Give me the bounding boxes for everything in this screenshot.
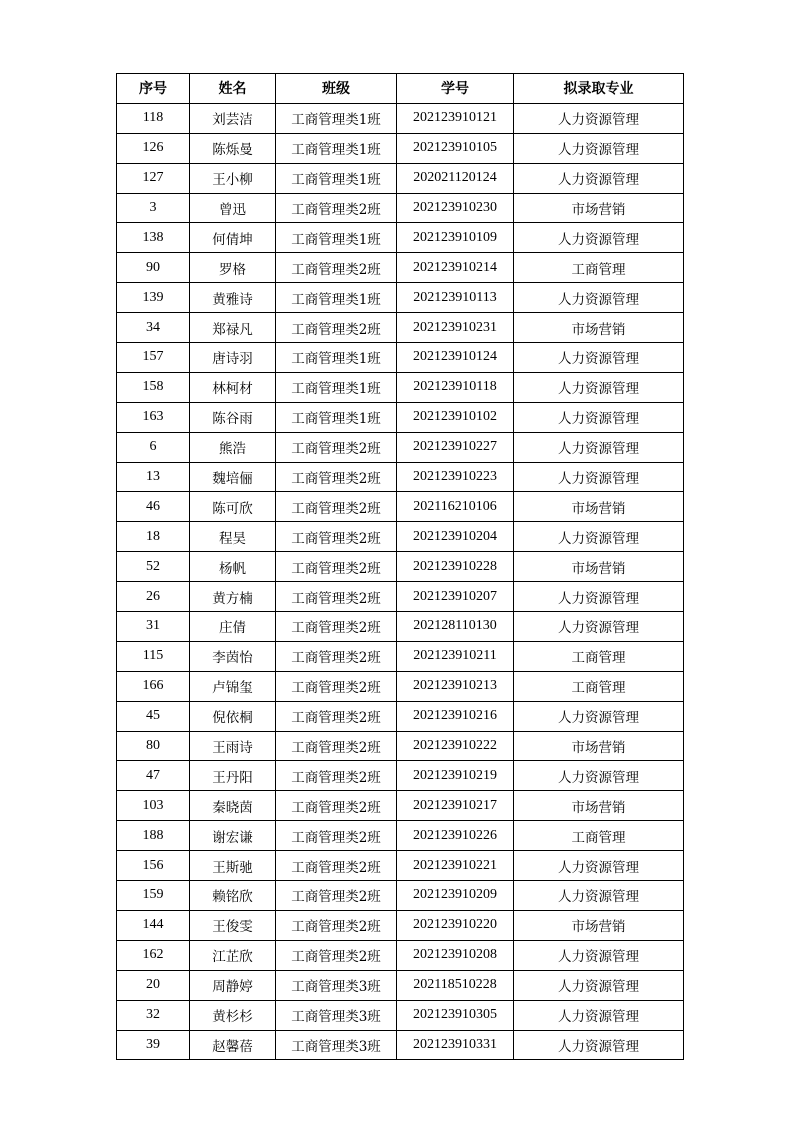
cell-major: 工商管理 — [514, 821, 684, 851]
table-row — [117, 731, 684, 761]
cell-class: 工商管理类2班 — [276, 253, 397, 283]
cell-name: 郑禄凡 — [190, 313, 276, 343]
cell-student-id: 202123910227 — [397, 432, 514, 462]
table-row — [117, 881, 684, 911]
cell-name: 江芷欣 — [190, 940, 276, 970]
table-row — [117, 761, 684, 791]
cell-class: 工商管理类2班 — [276, 492, 397, 522]
cell-seq: 118 — [117, 103, 190, 133]
cell-major: 人力资源管理 — [514, 283, 684, 313]
cell-student-id: 202116210106 — [397, 492, 514, 522]
cell-name: 周静婷 — [190, 970, 276, 1000]
cell-student-id: 202123910331 — [397, 1030, 514, 1060]
cell-major: 人力资源管理 — [514, 701, 684, 731]
cell-name: 李茵怡 — [190, 641, 276, 671]
table-row — [117, 910, 684, 940]
cell-class: 工商管理类2班 — [276, 671, 397, 701]
cell-student-id: 202123910208 — [397, 940, 514, 970]
cell-class: 工商管理类1班 — [276, 372, 397, 402]
cell-class: 工商管理类1班 — [276, 402, 397, 432]
cell-student-id: 202118510228 — [397, 970, 514, 1000]
table-row — [117, 402, 684, 432]
cell-student-id: 202123910217 — [397, 791, 514, 821]
cell-class: 工商管理类2班 — [276, 851, 397, 881]
cell-seq: 138 — [117, 223, 190, 253]
cell-name: 秦晓茵 — [190, 791, 276, 821]
cell-major: 人力资源管理 — [514, 881, 684, 911]
cell-student-id: 202123910230 — [397, 193, 514, 223]
cell-name: 王丹阳 — [190, 761, 276, 791]
cell-major: 人力资源管理 — [514, 103, 684, 133]
cell-name: 林柯材 — [190, 372, 276, 402]
cell-seq: 158 — [117, 372, 190, 402]
cell-major: 市场营销 — [514, 552, 684, 582]
cell-major: 工商管理 — [514, 671, 684, 701]
cell-name: 谢宏谦 — [190, 821, 276, 851]
cell-class: 工商管理类2班 — [276, 552, 397, 582]
cell-student-id: 202123910204 — [397, 522, 514, 552]
table-row — [117, 582, 684, 612]
cell-seq: 80 — [117, 731, 190, 761]
cell-major: 人力资源管理 — [514, 1030, 684, 1060]
cell-name: 杨帆 — [190, 552, 276, 582]
cell-major: 人力资源管理 — [514, 1000, 684, 1030]
table-row — [117, 552, 684, 582]
cell-name: 罗格 — [190, 253, 276, 283]
cell-student-id: 202123910118 — [397, 372, 514, 402]
cell-major: 人力资源管理 — [514, 582, 684, 612]
table-row — [117, 103, 684, 133]
cell-class: 工商管理类1班 — [276, 133, 397, 163]
table-row — [117, 283, 684, 313]
table-row — [117, 432, 684, 462]
cell-major: 工商管理 — [514, 641, 684, 671]
cell-seq: 127 — [117, 163, 190, 193]
cell-student-id: 202123910105 — [397, 133, 514, 163]
cell-seq: 34 — [117, 313, 190, 343]
cell-student-id: 202128110130 — [397, 612, 514, 642]
cell-class: 工商管理类2班 — [276, 582, 397, 612]
cell-seq: 6 — [117, 432, 190, 462]
cell-class: 工商管理类1班 — [276, 343, 397, 373]
cell-seq: 47 — [117, 761, 190, 791]
cell-major: 人力资源管理 — [514, 940, 684, 970]
cell-major: 市场营销 — [514, 193, 684, 223]
table-row — [117, 133, 684, 163]
cell-name: 赵馨蓓 — [190, 1030, 276, 1060]
cell-major: 人力资源管理 — [514, 522, 684, 552]
cell-student-id: 202021120124 — [397, 163, 514, 193]
cell-class: 工商管理类1班 — [276, 283, 397, 313]
table-row — [117, 612, 684, 642]
cell-name: 赖铭欣 — [190, 881, 276, 911]
cell-class: 工商管理类2班 — [276, 791, 397, 821]
table-row — [117, 701, 684, 731]
column-header-name: 姓名 — [190, 74, 276, 104]
cell-student-id: 202123910219 — [397, 761, 514, 791]
cell-name: 黄雅诗 — [190, 283, 276, 313]
table-row — [117, 671, 684, 701]
cell-class: 工商管理类1班 — [276, 103, 397, 133]
cell-major: 市场营销 — [514, 731, 684, 761]
table-row — [117, 821, 684, 851]
cell-name: 黄杉杉 — [190, 1000, 276, 1030]
cell-major: 人力资源管理 — [514, 462, 684, 492]
cell-seq: 103 — [117, 791, 190, 821]
table-row — [117, 1000, 684, 1030]
cell-student-id: 202123910223 — [397, 462, 514, 492]
table-row — [117, 163, 684, 193]
cell-seq: 163 — [117, 402, 190, 432]
cell-name: 王斯驰 — [190, 851, 276, 881]
column-header-major: 拟录取专业 — [514, 74, 684, 104]
cell-seq: 46 — [117, 492, 190, 522]
cell-major: 市场营销 — [514, 313, 684, 343]
cell-student-id: 202123910102 — [397, 402, 514, 432]
column-header-seq: 序号 — [117, 74, 190, 104]
cell-class: 工商管理类3班 — [276, 1030, 397, 1060]
cell-name: 庄倩 — [190, 612, 276, 642]
cell-student-id: 202123910109 — [397, 223, 514, 253]
cell-class: 工商管理类1班 — [276, 163, 397, 193]
cell-seq: 159 — [117, 881, 190, 911]
cell-seq: 166 — [117, 671, 190, 701]
cell-student-id: 202123910305 — [397, 1000, 514, 1030]
table-row — [117, 492, 684, 522]
cell-class: 工商管理类2班 — [276, 731, 397, 761]
cell-seq: 156 — [117, 851, 190, 881]
table-row — [117, 641, 684, 671]
cell-name: 熊浩 — [190, 432, 276, 462]
cell-name: 王小柳 — [190, 163, 276, 193]
cell-seq: 3 — [117, 193, 190, 223]
cell-student-id: 202123910221 — [397, 851, 514, 881]
column-header-student-id: 学号 — [397, 74, 514, 104]
cell-student-id: 202123910214 — [397, 253, 514, 283]
cell-seq: 20 — [117, 970, 190, 1000]
cell-class: 工商管理类2班 — [276, 881, 397, 911]
cell-major: 市场营销 — [514, 791, 684, 821]
cell-major: 人力资源管理 — [514, 163, 684, 193]
cell-major: 市场营销 — [514, 910, 684, 940]
cell-class: 工商管理类2班 — [276, 940, 397, 970]
cell-class: 工商管理类2班 — [276, 432, 397, 462]
cell-student-id: 202123910226 — [397, 821, 514, 851]
cell-name: 唐诗羽 — [190, 343, 276, 373]
table-row — [117, 1030, 684, 1060]
table-header — [117, 74, 684, 104]
cell-name: 陈烁曼 — [190, 133, 276, 163]
table-row — [117, 970, 684, 1000]
cell-class: 工商管理类2班 — [276, 701, 397, 731]
cell-name: 黄方楠 — [190, 582, 276, 612]
cell-class: 工商管理类2班 — [276, 313, 397, 343]
admission-roster-table — [116, 73, 684, 1060]
cell-class: 工商管理类1班 — [276, 223, 397, 253]
cell-seq: 144 — [117, 910, 190, 940]
cell-class: 工商管理类2班 — [276, 462, 397, 492]
cell-major: 人力资源管理 — [514, 970, 684, 1000]
cell-seq: 139 — [117, 283, 190, 313]
cell-class: 工商管理类3班 — [276, 970, 397, 1000]
cell-seq: 45 — [117, 701, 190, 731]
table-row — [117, 223, 684, 253]
cell-class: 工商管理类2班 — [276, 761, 397, 791]
cell-class: 工商管理类2班 — [276, 522, 397, 552]
cell-major: 人力资源管理 — [514, 851, 684, 881]
cell-seq: 31 — [117, 612, 190, 642]
table-row — [117, 313, 684, 343]
cell-student-id: 202123910222 — [397, 731, 514, 761]
cell-seq: 26 — [117, 582, 190, 612]
cell-name: 刘芸洁 — [190, 103, 276, 133]
table-row — [117, 193, 684, 223]
cell-student-id: 202123910213 — [397, 671, 514, 701]
cell-seq: 32 — [117, 1000, 190, 1030]
cell-name: 卢锦玺 — [190, 671, 276, 701]
cell-seq: 90 — [117, 253, 190, 283]
cell-major: 人力资源管理 — [514, 612, 684, 642]
table-body — [117, 103, 684, 1060]
cell-seq: 115 — [117, 641, 190, 671]
table-row — [117, 372, 684, 402]
cell-student-id: 202123910209 — [397, 881, 514, 911]
cell-name: 倪依桐 — [190, 701, 276, 731]
cell-seq: 162 — [117, 940, 190, 970]
cell-seq: 188 — [117, 821, 190, 851]
table-row — [117, 851, 684, 881]
cell-class: 工商管理类2班 — [276, 641, 397, 671]
cell-class: 工商管理类2班 — [276, 910, 397, 940]
cell-major: 人力资源管理 — [514, 343, 684, 373]
cell-major: 人力资源管理 — [514, 223, 684, 253]
table-row — [117, 940, 684, 970]
cell-class: 工商管理类2班 — [276, 821, 397, 851]
cell-class: 工商管理类2班 — [276, 193, 397, 223]
table-row — [117, 791, 684, 821]
cell-student-id: 202123910124 — [397, 343, 514, 373]
cell-major: 人力资源管理 — [514, 402, 684, 432]
cell-seq: 39 — [117, 1030, 190, 1060]
cell-major: 人力资源管理 — [514, 761, 684, 791]
cell-name: 王雨诗 — [190, 731, 276, 761]
cell-class: 工商管理类2班 — [276, 612, 397, 642]
cell-name: 王俊雯 — [190, 910, 276, 940]
cell-student-id: 202123910207 — [397, 582, 514, 612]
cell-student-id: 202123910216 — [397, 701, 514, 731]
cell-seq: 13 — [117, 462, 190, 492]
cell-name: 程昊 — [190, 522, 276, 552]
cell-seq: 157 — [117, 343, 190, 373]
cell-student-id: 202123910121 — [397, 103, 514, 133]
column-header-class: 班级 — [276, 74, 397, 104]
cell-major: 工商管理 — [514, 253, 684, 283]
header-row — [117, 74, 684, 104]
cell-name: 陈谷雨 — [190, 402, 276, 432]
table-row — [117, 462, 684, 492]
table-row — [117, 522, 684, 552]
cell-name: 何倩坤 — [190, 223, 276, 253]
cell-student-id: 202123910231 — [397, 313, 514, 343]
cell-student-id: 202123910211 — [397, 641, 514, 671]
table-row — [117, 343, 684, 373]
cell-student-id: 202123910220 — [397, 910, 514, 940]
cell-major: 人力资源管理 — [514, 372, 684, 402]
cell-name: 魏培俪 — [190, 462, 276, 492]
cell-student-id: 202123910113 — [397, 283, 514, 313]
cell-major: 人力资源管理 — [514, 133, 684, 163]
cell-major: 人力资源管理 — [514, 432, 684, 462]
cell-seq: 126 — [117, 133, 190, 163]
table-row — [117, 253, 684, 283]
cell-name: 曾迅 — [190, 193, 276, 223]
cell-major: 市场营销 — [514, 492, 684, 522]
cell-student-id: 202123910228 — [397, 552, 514, 582]
cell-seq: 52 — [117, 552, 190, 582]
cell-class: 工商管理类3班 — [276, 1000, 397, 1030]
cell-seq: 18 — [117, 522, 190, 552]
cell-name: 陈可欣 — [190, 492, 276, 522]
